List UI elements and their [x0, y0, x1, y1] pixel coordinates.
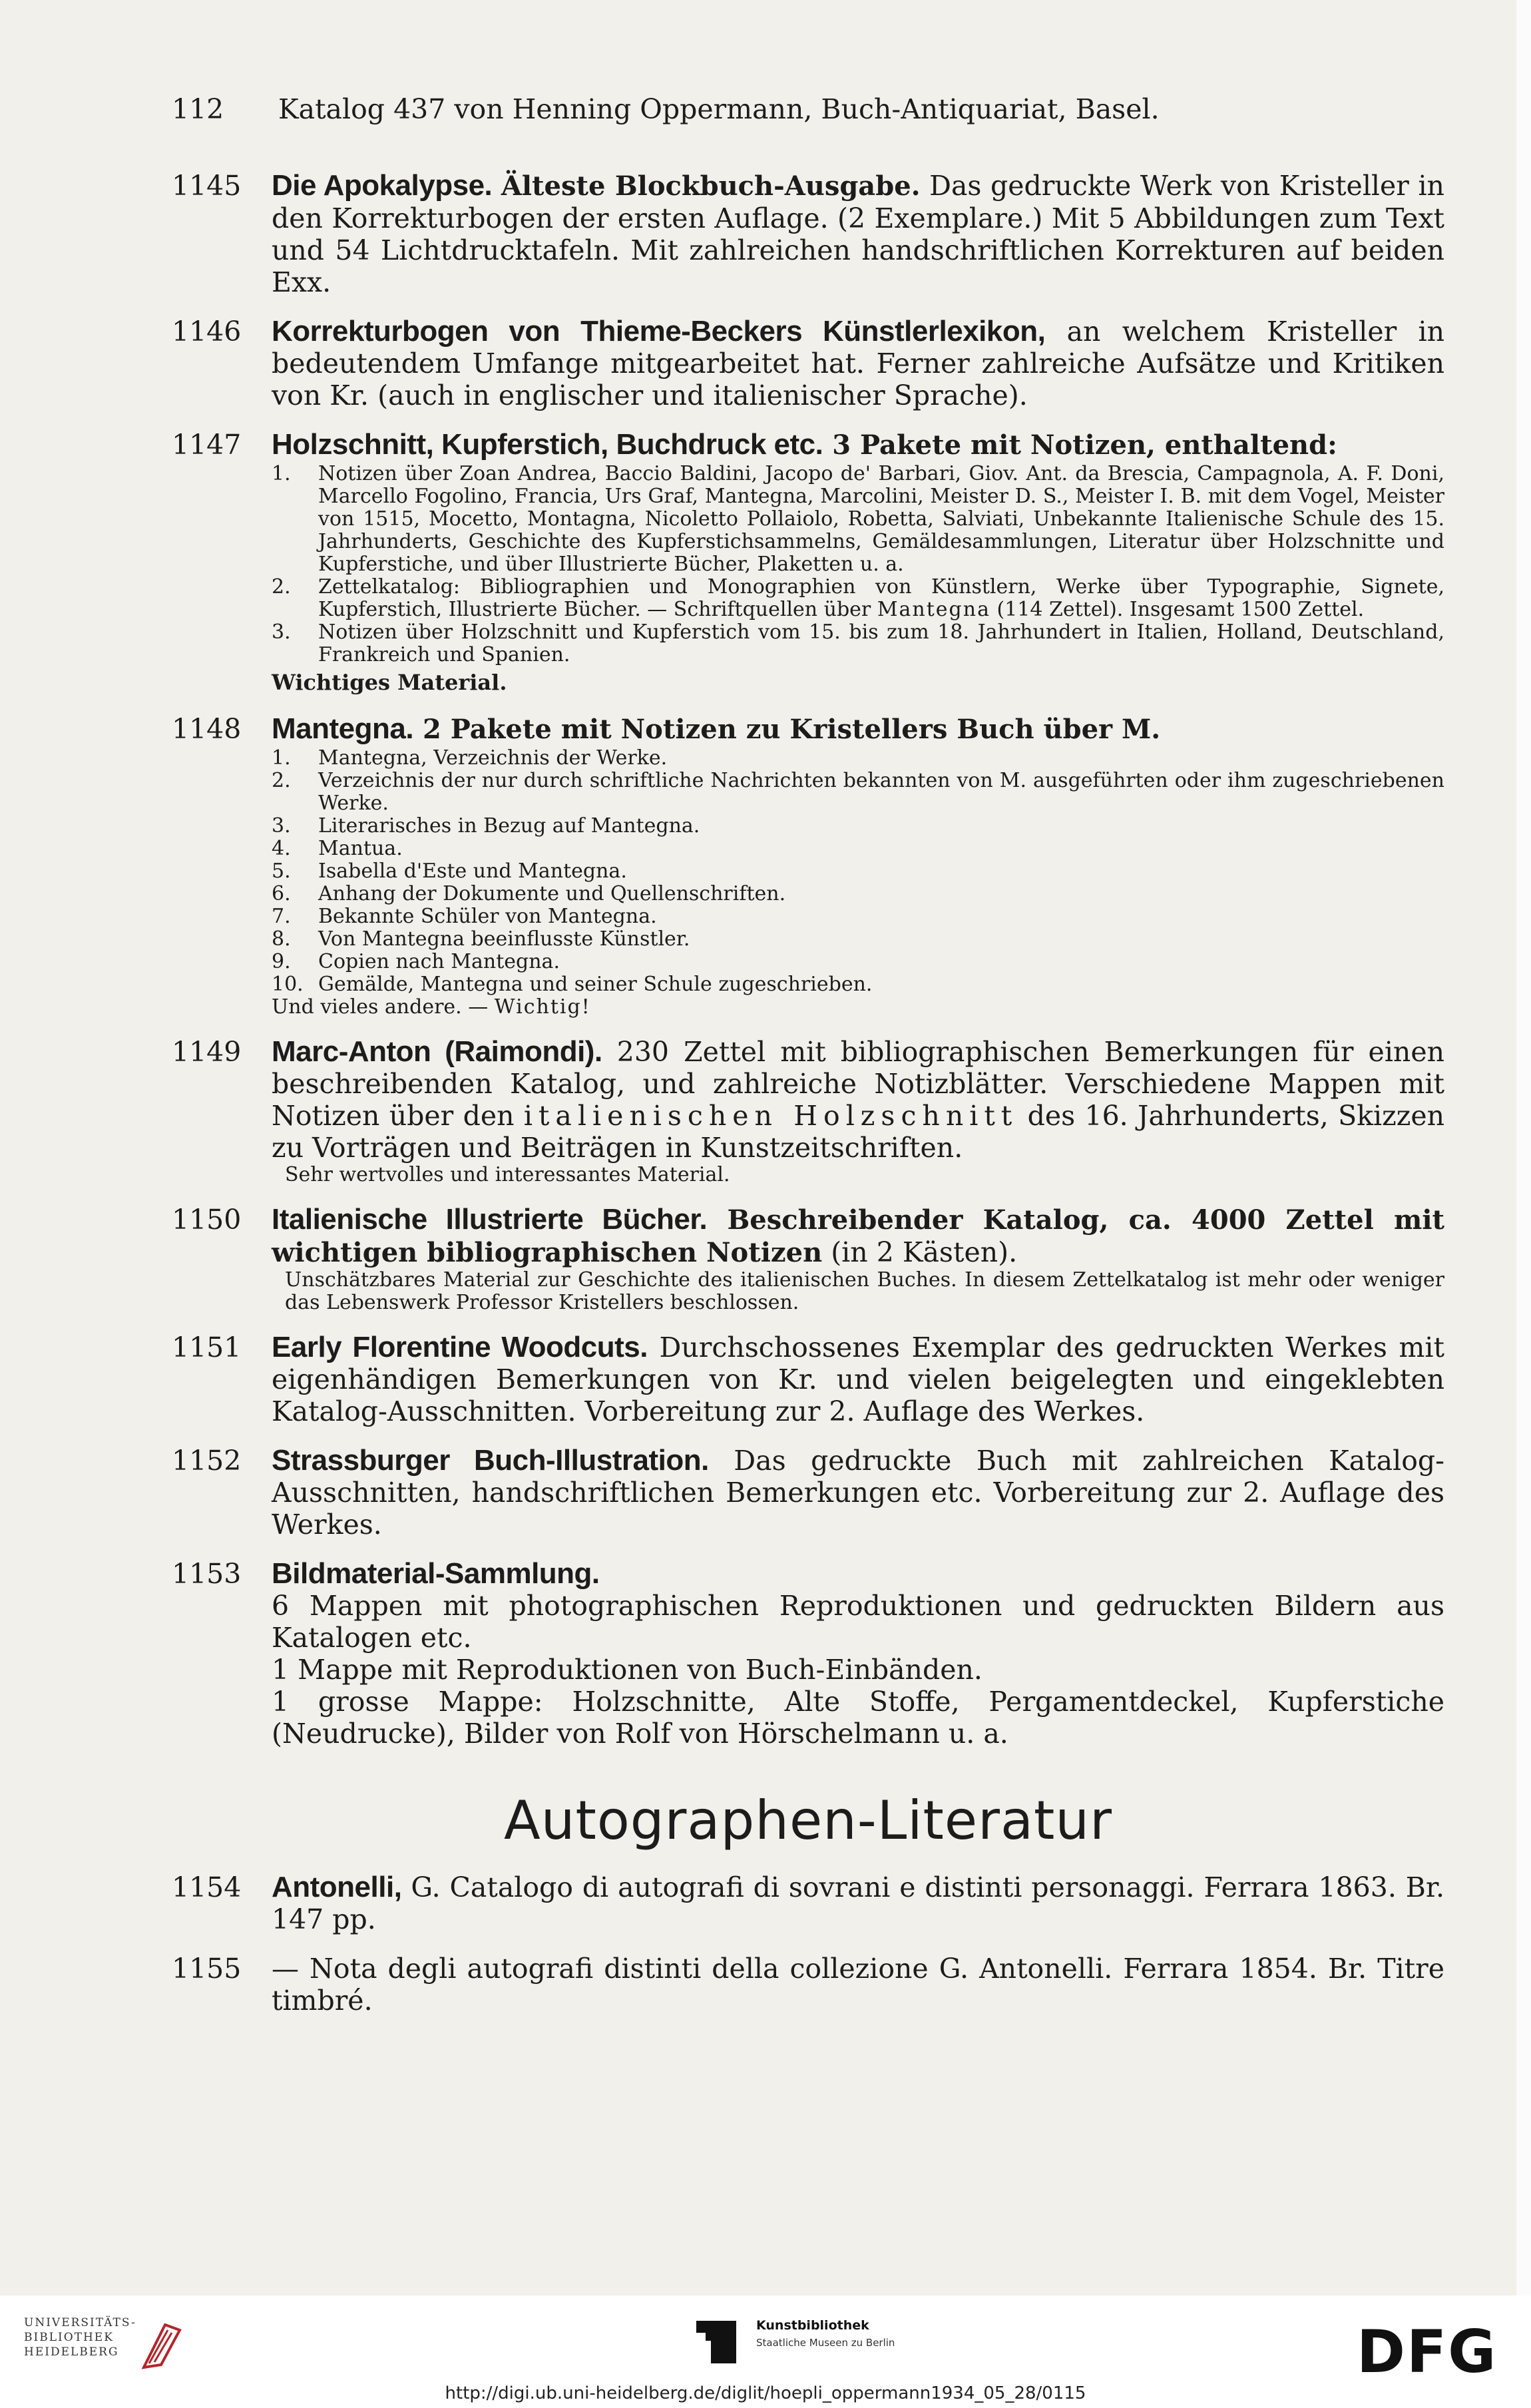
- entry-number: 1155: [172, 1953, 242, 1985]
- kunstbibliothek-logo[interactable]: [696, 2318, 936, 2365]
- entry-heading: Antonelli,: [272, 1871, 402, 1903]
- dfg-logo[interactable]: DFG: [1357, 2317, 1498, 2386]
- entry-note: Wichtiges Material.: [272, 670, 507, 695]
- entry-text: [272, 1036, 1444, 1164]
- entry-text: [272, 1204, 1444, 1269]
- list-item: [272, 621, 1444, 666]
- entry-subheading: Älteste Blockbuch-Ausgabe.: [501, 170, 921, 202]
- list-item: [272, 860, 1444, 883]
- entry-item-list: [272, 463, 1444, 666]
- entry-note-emphasis: Wichtig!: [494, 995, 591, 1019]
- entry-heading: Holzschnitt, Kupferstich, Buchdruck etc.: [272, 428, 823, 461]
- entry-number: 1152: [172, 1445, 242, 1477]
- entry-number: 1147: [172, 429, 242, 461]
- entry-text: [272, 1558, 1444, 1590]
- entry-line: 1 grosse Mappe: Holzschnitte, Alte Stoffe, Pergamentdeckel, Kupferstiche (Neudrucke), Bilder von Rolf von Hörschelmann u. a.: [272, 1686, 1444, 1750]
- entry-description: Das gedruckte Buch mit zahlreichen Katalog-Ausschnitten, handschriftlichen Bemerkungen etc. Vorbereitung zur 2. Auflage des Werkes.: [272, 1445, 1444, 1541]
- list-item: [272, 838, 1444, 860]
- catalog-entry: [172, 429, 1444, 696]
- entry-item-list: [272, 747, 1444, 996]
- entry-text: [272, 429, 1444, 461]
- entry-subheading: 3 Pakete mit Notizen, enthaltend:: [823, 429, 1337, 461]
- entry-heading: Korrekturbogen von Thieme-Beckers Künstlerlexikon,: [272, 315, 1046, 348]
- item-number: 2.: [272, 575, 291, 599]
- entry-heading: Marc-Anton (Raimondi).: [272, 1035, 602, 1068]
- item-number: 2.: [272, 769, 291, 792]
- entry-number: 1154: [172, 1871, 242, 1903]
- item-text: Copien nach Mantegna.: [318, 950, 560, 973]
- entry-note-text: Und vieles andere. —: [272, 995, 495, 1019]
- entry-note: [272, 996, 1444, 1019]
- entry-number: 1151: [172, 1331, 242, 1363]
- entry-description: (in 2 Kästen).: [822, 1236, 1018, 1268]
- list-item: [272, 973, 1444, 996]
- catalog-entry: [172, 1953, 1444, 2017]
- list-item: [272, 815, 1444, 838]
- list-item: [272, 770, 1444, 815]
- catalog-entry: [172, 1036, 1444, 1186]
- logo-line: BIBLIOTHEK: [24, 2331, 114, 2344]
- university-seal-icon: [138, 2321, 185, 2370]
- entry-text: [272, 713, 1444, 746]
- catalog-entry: [172, 1204, 1444, 1314]
- entry-number: 1149: [172, 1036, 242, 1068]
- catalog-entry: [172, 1558, 1444, 1750]
- entry-heading: Early Florentine Woodcuts.: [272, 1331, 648, 1363]
- entry-text: [272, 1953, 1444, 2017]
- entry-description-continued: des 16. Jahrhunderts, Skizzen zu Vorträgen und Beiträgen in Kunstzeitschriften.: [272, 1100, 1445, 1164]
- item-number: 6.: [272, 882, 291, 905]
- entry-line: 1 Mappe mit Reproduktionen von Buch-Einbänden.: [272, 1654, 983, 1686]
- item-number: 8.: [272, 927, 291, 951]
- entry-heading: Mantegna.: [272, 712, 414, 745]
- university-library-logo[interactable]: [24, 2315, 197, 2375]
- item-text: Isabella d'Este und Mantegna.: [318, 859, 627, 883]
- item-spaced-text: Mantegna: [877, 598, 990, 621]
- university-library-text: [24, 2315, 136, 2359]
- list-item: [272, 883, 1444, 905]
- item-text: Bekannte Schüler von Mantegna.: [318, 905, 657, 928]
- entry-text: [272, 316, 1444, 411]
- entry-number: 1148: [172, 713, 242, 745]
- item-text: Notizen über Holzschnitt und Kupferstich vom 15. bis zum 18. Jahrhundert in Italien, Holland, Deutschland, Frankreich und Spanien.: [318, 620, 1444, 666]
- entry-number: 1153: [172, 1558, 242, 1590]
- item-number: 10.: [272, 973, 304, 996]
- permalink-url[interactable]: http://digi.ub.uni-heidelberg.de/diglit/hoepli_oppermann1934_05_28/0115: [445, 2383, 1086, 2403]
- entry-spaced-text: italienischen Holzschnitt: [523, 1100, 1018, 1132]
- entry-description: Das gedruckte Werk von Kristeller in den Korrekturbogen der ersten Auflage. (2 Exemplare.) Mit 5 Abbildungen zum Text und 54 Lichtdrucktafeln. Mit zahlreichen handschriftlichen Korrekturen auf beiden Exx.: [272, 170, 1444, 298]
- item-number: 7.: [272, 905, 291, 928]
- logo-line: UNIVERSITÄTS-: [24, 2316, 136, 2329]
- section-title: Autographen-Literatur: [504, 1790, 1112, 1851]
- list-item: [272, 576, 1444, 621]
- running-head: [172, 93, 1303, 125]
- catalog-entry: [172, 316, 1444, 411]
- entry-heading: Bildmaterial-Sammlung.: [272, 1557, 600, 1590]
- item-text: Mantua.: [318, 837, 403, 860]
- entry-description: — Nota degli autografi distinti della collezione G. Antonelli. Ferrara 1854. Br. Titre timbré.: [272, 1953, 1444, 2017]
- entry-text: [272, 170, 1444, 298]
- entry-subheading: Beschreibender Katalog, ca. 4000 Zettel mit wichtigen bibliographischen Notizen: [272, 1204, 1444, 1268]
- catalog-content: [172, 170, 1444, 2034]
- item-text-continued: (114 Zettel). Insgesamt 1500 Zettel.: [990, 598, 1365, 621]
- catalog-entry: [172, 1871, 1444, 1935]
- item-text: Von Mantegna beeinflusste Künstler.: [318, 927, 690, 951]
- kunstbibliothek-subtitle: Staatliche Museen zu Berlin: [756, 2337, 895, 2349]
- item-number: 4.: [272, 837, 291, 860]
- item-text: Zettelkatalog: Bibliographien und Monographien von Künstlern, Werke über Typographie, Signete, Kupferstich, Illustrierte Bücher. — Schriftquellen über: [318, 575, 1444, 621]
- catalog-entry: [172, 1331, 1444, 1427]
- entry-number: 1146: [172, 316, 242, 348]
- item-number: 3.: [272, 814, 291, 838]
- catalog-entry: [172, 713, 1444, 1019]
- item-text: Mantegna, Verzeichnis der Werke.: [318, 746, 668, 770]
- item-number: 9.: [272, 950, 291, 973]
- entry-description: 230 Zettel mit bibliographischen Bemerkungen für einen beschreibenden Katalog, und zahlreiche Notizblätter. Verschiedene Mappen mit Notizen über den: [272, 1036, 1445, 1132]
- running-title: Katalog 437 von Henning Oppermann, Buch-Antiquariat, Basel.: [278, 93, 1160, 125]
- entry-heading: Italienische Illustrierte Bücher.: [272, 1203, 708, 1236]
- list-item: [272, 928, 1444, 951]
- page-number: 112: [172, 93, 224, 125]
- entry-note: Unschätzbares Material zur Geschichte des italienischen Buches. In diesem Zettelkatalog ist mehr oder weniger das Lebenswerk Professor Kristellers beschlossen.: [285, 1268, 1444, 1314]
- entry-text: [272, 1871, 1444, 1935]
- entry-heading: Die Apokalypse.: [272, 169, 493, 202]
- page-edge: [1516, 0, 1531, 2295]
- kunstbibliothek-icon: [696, 2321, 736, 2363]
- item-text: Literarisches in Bezug auf Mantegna.: [318, 814, 700, 838]
- kunstbibliothek-text: [756, 2318, 895, 2349]
- catalog-entry: [172, 1445, 1444, 1541]
- entry-number: 1150: [172, 1204, 242, 1236]
- item-number: 3.: [272, 620, 291, 644]
- item-number: 5.: [272, 859, 291, 883]
- entry-subheading: 2 Pakete mit Notizen zu Kristellers Buch über M.: [413, 714, 1161, 745]
- entry-text: [272, 1445, 1444, 1541]
- list-item: [272, 747, 1444, 770]
- list-item: [272, 463, 1444, 576]
- item-text: Notizen über Zoan Andrea, Baccio Baldini, Jacopo de' Barbari, Giov. Ant. da Brescia, Campagnola, A. F. Doni, Marcello Fogolino, Francia, Urs Graf, Mantegna, Marcolini, Meister D. S., Meister I. B. mit dem Vogel, Meister von 1515, Mocetto, Montagna, Nicoletto Pollaiolo, Robetta, Salviati, Unbekannte Italienische Schule des 15. Jahrhunderts, Geschichte des Kupferstichsammelns, Gemäldesammlungen, Literatur über Holzschnitte und Kupferstiche, und über Illustrierte Bücher, Plaketten u. a.: [318, 462, 1444, 576]
- item-number: 1.: [272, 746, 291, 770]
- entry-line: 6 Mappen mit photographischen Reproduktionen und gedruckten Bildern aus Katalogen etc.: [272, 1590, 1444, 1654]
- kunstbibliothek-name: Kunstbibliothek: [756, 2318, 869, 2333]
- list-item: [272, 905, 1444, 928]
- item-text: Verzeichnis der nur durch schriftliche Nachrichten bekannten von M. ausgeführten oder ihm zugeschriebenen Werke.: [318, 769, 1444, 815]
- entry-heading: Strassburger Buch-Illustration.: [272, 1444, 709, 1477]
- logo-line: HEIDELBERG: [24, 2345, 119, 2359]
- item-number: 1.: [272, 462, 291, 485]
- entry-note: Sehr wertvolles und interessantes Material.: [285, 1163, 730, 1186]
- entry-description: G. Catalogo di autografi di sovrani e distinti personaggi. Ferrara 1863. Br. 147 pp.: [272, 1871, 1444, 1935]
- entry-description: Durchschossenes Exemplar des gedruckten Werkes mit eigenhändigen Bemerkungen von Kr. und vielen beigelegten und eingeklebten Katalog-Ausschnitten. Vorbereitung zur 2. Auflage des Werkes.: [272, 1331, 1444, 1427]
- entry-number: 1145: [172, 170, 242, 202]
- entry-text: [272, 1331, 1444, 1427]
- entry-description: an welchem Kristeller in bedeutendem Umfange mitgearbeitet hat. Ferner zahlreiche Aufsätze und Kritiken von Kr. (auch in englischer und italienischer Sprache).: [272, 316, 1444, 411]
- list-item: [272, 951, 1444, 973]
- item-text: Gemälde, Mantegna und seiner Schule zugeschrieben.: [318, 973, 873, 996]
- item-text: Anhang der Dokumente und Quellenschriften.: [318, 882, 786, 905]
- catalog-entry: [172, 170, 1444, 298]
